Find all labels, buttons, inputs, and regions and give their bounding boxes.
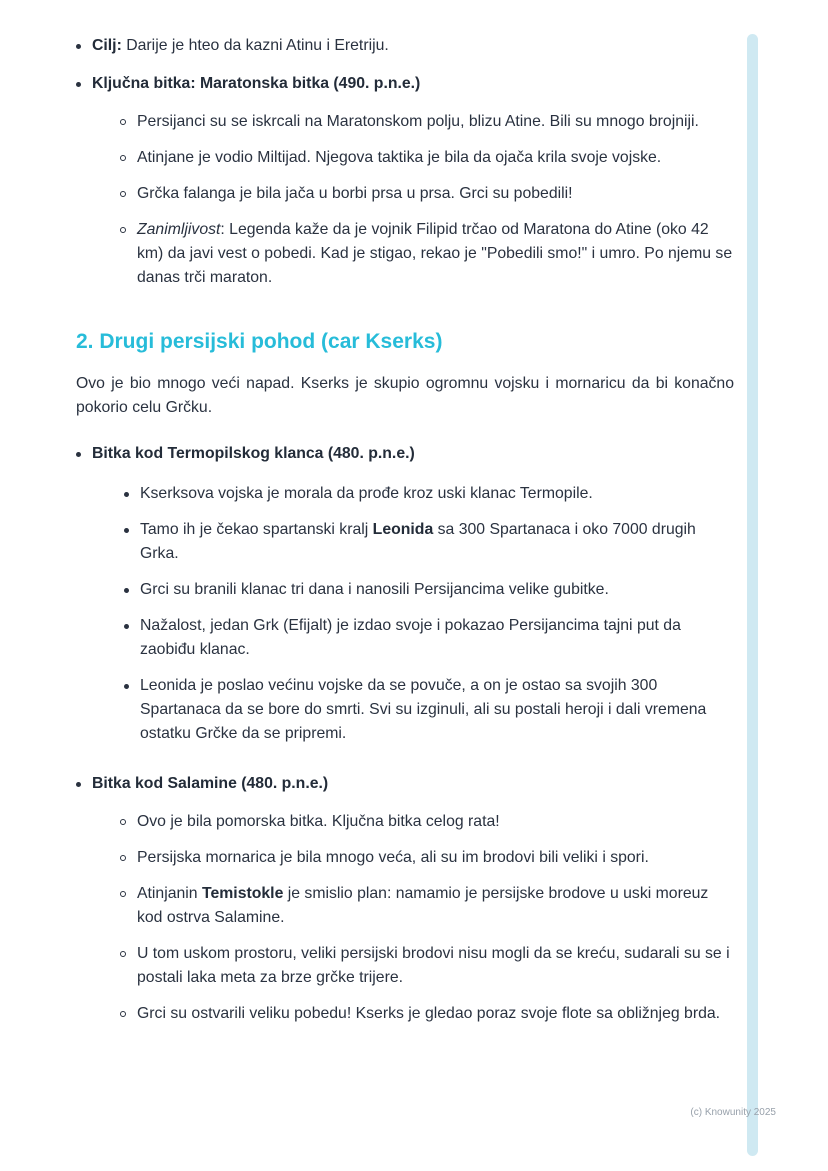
list-item-text — [137, 942, 734, 990]
list-item-temistokle — [120, 882, 734, 930]
circle-bullet-icon — [120, 951, 126, 957]
intro-paragraph: Ovo je bio mnogo veći napad. Kserks je skupio ogromnu vojsku i mornaricu da bi konačno pokorio celu Grčku. — [76, 375, 734, 416]
list-item-leonida — [124, 518, 734, 566]
plain-text: Persijska mornarica je bila mnogo veća, ali su im brodovi bili veliki i spori. — [137, 849, 649, 866]
circle-bullet-icon — [120, 891, 126, 897]
plain-text: Nažalost, jedan Grk (Efijalt) je izdao svoje i pokazao Persijancima tajni put da zaobiđu klanac. — [140, 617, 681, 658]
plain-text: Atinjane je vodio Miltijad. Njegova taktika je bila da ojača krila svoje vojske. — [137, 149, 662, 166]
section-heading: 2. Drugi persijski pohod (car Kserks) — [76, 330, 443, 353]
list-item-text — [137, 182, 573, 206]
list-item — [120, 1002, 734, 1026]
plain-text: : Legenda kaže da je vojnik Filipid trčao od Maratona do Atine (oko 42 km) da javi vest o pobedi. Kad je stigao, rekao je "Pobedili smo!" i umro. Po njemu se danas trči maraton. — [137, 221, 733, 286]
plain-text: Grci su ostvarili veliku pobedu! Kserks je gledao poraz svoje flote sa obližnjeg brda. — [137, 1005, 721, 1022]
salamina-sub-list — [120, 810, 734, 1026]
circle-bullet-icon — [120, 155, 126, 161]
disc-bullet-icon — [76, 44, 81, 49]
plain-text: Darije je hteo da kazni Atinu i Eretriju. — [121, 37, 389, 54]
list-item — [124, 482, 734, 506]
plain-text: Kserksova vojska je morala da prođe kroz uski klanac Termopile. — [140, 485, 593, 502]
disc-bullet-icon — [124, 492, 129, 497]
disc-bullet-icon — [124, 528, 129, 533]
bold-text: Temistokle — [202, 885, 284, 902]
plain-text: Persijanci su se iskrcali na Maratonskom polju, blizu Atine. Bili su mnogo brojniji. — [137, 113, 699, 130]
circle-bullet-icon — [120, 855, 126, 861]
list-item — [120, 110, 734, 134]
list-item-body — [92, 442, 734, 758]
list-item-text — [140, 578, 609, 602]
list-item-text — [92, 34, 389, 58]
list-item-text — [137, 846, 649, 870]
top-bullet-list — [76, 34, 734, 302]
plain-text: Grci su branili klanac tri dana i nanosili Persijancima velike gubitke. — [140, 581, 609, 598]
plain-text: sa 300 Spartanaca i oko 7000 drugih Grka. — [140, 521, 696, 562]
list-item — [124, 578, 734, 602]
list-item-text — [137, 810, 500, 834]
disc-bullet-icon — [76, 82, 81, 87]
list-item-zanimljivost — [120, 218, 734, 290]
list-item-termopili — [76, 442, 734, 758]
termopili-sub-list — [124, 482, 734, 746]
disc-bullet-icon — [124, 624, 129, 629]
list-item-text — [92, 442, 734, 466]
plain-text: U tom uskom prostoru, veliki persijski brodovi nisu mogli da se kreću, sudarali su se i postali laka meta za brze grčke trijere. — [137, 945, 730, 986]
bold-text: Bitka kod Salamine (480. p.n.e.) — [92, 775, 329, 792]
disc-bullet-icon — [76, 452, 81, 457]
list-item — [124, 614, 734, 662]
list-item — [124, 674, 734, 746]
list-item-salamina — [76, 772, 734, 1038]
bold-text: Bitka kod Termopilskog klanca (480. p.n.e.) — [92, 445, 415, 462]
bold-text: Cilj: — [92, 37, 122, 54]
circle-bullet-icon — [120, 819, 126, 825]
list-item-text — [137, 218, 734, 290]
plain-text: Atinjanin — [137, 885, 202, 902]
list-item-text — [92, 772, 734, 796]
list-item-cilj — [76, 34, 734, 58]
disc-bullet-icon — [124, 684, 129, 689]
list-item — [120, 846, 734, 870]
list-item-text — [140, 614, 734, 662]
list-item-body — [92, 772, 734, 1038]
bold-text: Leonida — [372, 521, 434, 538]
plain-text: Ovo je bila pomorska bitka. Ključna bitka celog rata! — [137, 813, 500, 830]
maraton-sub-list — [120, 110, 734, 290]
list-item-body — [92, 72, 734, 302]
list-item-text — [140, 518, 734, 566]
list-item-text — [140, 674, 734, 746]
list-item — [120, 810, 734, 834]
bold-text: Ključna bitka: Maratonska bitka (490. p.n.e.) — [92, 75, 421, 92]
plain-text: je smislio plan: namamio je persijske brodove u uski moreuz kod ostrva Salamine. — [137, 885, 709, 926]
document-content — [76, 34, 734, 1052]
list-item — [120, 182, 734, 206]
list-item-text — [137, 1002, 720, 1026]
plain-text: Tamo ih je čekao spartanski kralj — [140, 521, 373, 538]
circle-bullet-icon — [120, 1011, 126, 1017]
list-item-kljucna-bitka — [76, 72, 734, 302]
circle-bullet-icon — [120, 119, 126, 125]
circle-bullet-icon — [120, 191, 126, 197]
disc-bullet-icon — [76, 782, 81, 787]
list-item-text — [137, 882, 734, 930]
list-item-text — [137, 110, 699, 134]
disc-bullet-icon — [124, 588, 129, 593]
battles-bullet-list — [76, 442, 734, 1038]
list-item — [120, 942, 734, 990]
list-item-text — [137, 146, 661, 170]
footer-credit: (c) Knowunity 2025 — [690, 1107, 776, 1118]
list-item-text — [140, 482, 593, 506]
plain-text: Leonida je poslao većinu vojske da se povuče, a on je ostao sa svojih 300 Spartanaca da se bore do smrti. Svi su izginuli, ali su postali heroji i dali vremena ostatku Grčke da se pripremi. — [140, 677, 707, 742]
italic-text: Zanimljivost — [137, 221, 221, 238]
right-accent-stripe — [747, 34, 758, 1156]
circle-bullet-icon — [120, 227, 126, 233]
plain-text: Grčka falanga je bila jača u borbi prsa u prsa. Grci su pobedili! — [137, 185, 573, 202]
list-item — [120, 146, 734, 170]
list-item-text — [92, 72, 734, 96]
